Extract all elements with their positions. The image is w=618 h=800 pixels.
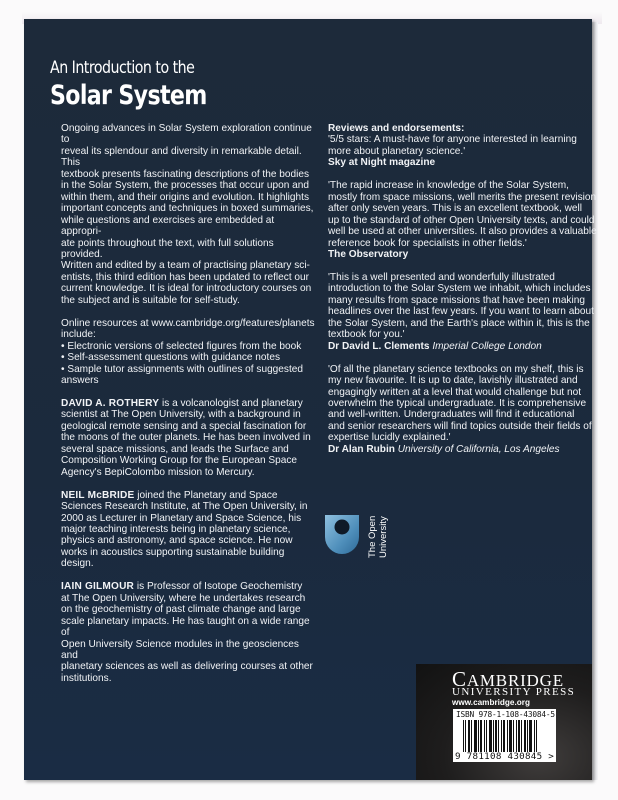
quote-line: '5/5 stars: A must-have for anyone interested in learning: [328, 134, 577, 146]
ou-line-1: The Open: [367, 515, 378, 558]
quote-line: many results from space missions that have been making: [328, 294, 585, 306]
publisher-url: www.cambridge.org: [452, 698, 530, 707]
text-line: the moons of the outer planets. He has been involved in: [61, 432, 311, 444]
text-line: in the Solar System, the processes that occur upon and: [61, 180, 309, 192]
text-line: institutions.: [61, 672, 112, 684]
resource-bullet: • Electronic versions of selected figures from the book: [61, 340, 302, 352]
publisher-subtitle: UNIVERSITY PRESS: [452, 686, 576, 698]
text-line: Written and edited by a team of practising planetary sci-: [61, 260, 310, 272]
review-clements: [328, 272, 598, 352]
text-line: is Professor of Isotope Geochemistry: [134, 581, 303, 593]
text-line: works in acoustics supporting sustainable building design.: [61, 546, 285, 570]
text-line: current knowledge. It is ideal for introductory courses on: [61, 283, 312, 295]
barcode-bars-icon: [463, 720, 541, 752]
online-resources-intro: Online resources at www.cambridge.org/features/planets: [61, 317, 315, 329]
review-source: Dr Alan Rubin: [328, 443, 395, 455]
quote-line: reference book for specialists in other fields.': [328, 237, 527, 249]
text-line: 2000 as Lecturer in Planetary and Space Science, his: [61, 512, 302, 524]
title-line-1: An Introduction to the: [50, 58, 195, 77]
left-column: [61, 123, 315, 684]
quote-line: headlines over the last few years. If you want to learn about: [328, 306, 594, 318]
text-line: joined the Planetary and Space: [134, 489, 278, 501]
online-resources: [61, 318, 315, 387]
review-affiliation: Imperial College London: [429, 340, 542, 352]
quote-line: up to the standard of other Open University texts, and could: [328, 214, 595, 226]
text-line: reveal its splendour and diversity in remarkable detail. This: [61, 145, 302, 169]
text-line: is a volcanologist and planetary: [159, 397, 303, 409]
text-line: scale planetary impacts. He has taught on a wide range of: [61, 615, 310, 639]
author-bio-gilmour: [61, 581, 315, 684]
ou-line-2: University: [378, 516, 389, 558]
text-line: ate points throughout the text, with full solutions provided.: [61, 237, 274, 260]
text-line: important concepts and techniques in boxed summaries,: [61, 203, 314, 215]
open-university-shield-icon: [325, 515, 359, 555]
text-line: Agency's BepiColombo mission to Mercury.: [61, 466, 255, 478]
author-bio-mcbride: [61, 490, 315, 570]
text-line: while questions and exercises are embedded at appropri-: [61, 214, 275, 238]
text-line: the subject and is suitable for self-study.: [61, 294, 240, 306]
text-line: at The Open University, where he undertakes research: [61, 592, 306, 604]
text-line: Ongoing advances in Solar System exploration continue to: [61, 123, 312, 146]
title-line-2: Solar System: [50, 80, 207, 111]
text-line: geological remote sensing and a special fascination for: [61, 420, 307, 432]
description-paragraph: [61, 123, 315, 306]
right-column: [328, 123, 598, 455]
text-line: planetary sciences as well as delivering courses at other: [61, 661, 313, 673]
text-line: within them, and their origins and evolution. It highlights: [61, 191, 310, 203]
text-line: Sciences Research Institute, at The Open University, in: [61, 501, 308, 513]
quote-line: after only seven years. This is an excellent textbook, well: [328, 203, 582, 215]
quote-line: more about planetary science.': [328, 145, 466, 157]
text-line: Open University Science modules in the geosciences and: [61, 638, 299, 662]
author-bio-rothery: [61, 398, 315, 478]
quote-line: 'Of all the planetary science textbooks on my shelf, this is: [328, 363, 584, 375]
author-name: DAVID A. ROTHERY: [61, 397, 160, 409]
text-line: textbook presents fascinating descriptions of the bodies: [61, 168, 310, 180]
review-source: Sky at Night magazine: [328, 157, 436, 169]
online-resources-intro-cont: include:: [61, 329, 96, 341]
reviews-heading: Reviews and endorsements:: [328, 123, 465, 134]
isbn-label: ISBN 978-1-108-43084-5: [456, 710, 555, 719]
text-line: on the geochemistry of past climate change and large: [61, 604, 301, 616]
quote-line: engagingly written at a level that would challenge but not: [328, 386, 582, 398]
review-observatory: [328, 180, 598, 260]
quote-line: and senior researchers will find topics outside their fields of: [328, 420, 592, 432]
review-sky-at-night: [328, 134, 598, 168]
quote-line: textbook for you.': [328, 329, 405, 341]
quote-line: 'This is a well presented and wonderfully illustrated: [328, 271, 555, 283]
review-affiliation: University of California, Los Angeles: [394, 443, 560, 455]
isbn-barcode: [453, 709, 556, 762]
review-source: Dr David L. Clements: [328, 340, 430, 352]
quote-line: introduction to the Solar System we inhabit, which includes: [328, 283, 591, 295]
quote-line: and well-written. Undergraduates will find it educational: [328, 409, 575, 421]
text-line: Composition Working Group for the European Space: [61, 455, 298, 467]
open-university-wordmark: [367, 516, 389, 558]
quote-line: expertise lucidly explained.': [328, 432, 451, 444]
text-line: major teaching interests being in planetary science,: [61, 524, 291, 535]
quote-line: overwhelm the typical undergraduate. It is comprehensive: [328, 398, 587, 410]
text-line: physics and astronomy, and space science. He now: [61, 535, 293, 547]
resource-bullet: • Sample tutor assignments with outlines of suggested: [61, 363, 303, 375]
quote-line: the Solar System, and the Earth's place within it, this is the: [328, 317, 590, 329]
text-line: entists, this third edition has been updated to reflect our: [61, 271, 310, 283]
text-line: several space missions, and leads the Surface and: [61, 443, 289, 455]
quote-line: mostly from space missions, well merits the present revision: [328, 191, 597, 203]
author-name: IAIN GILMOUR: [61, 581, 135, 593]
quote-line: 'The rapid increase in knowledge of the Solar System,: [328, 180, 569, 192]
barcode-digits: 9 781108 430845 >: [455, 751, 555, 762]
text-line: scientist at The Open University, with a background in: [61, 409, 301, 421]
review-source: The Observatory: [328, 249, 409, 261]
resource-bullet: • Self-assessment questions with guidance notes: [61, 352, 280, 364]
review-rubin: [328, 364, 598, 456]
quote-line: well be used at other universities. It also provides a valuable: [328, 226, 597, 238]
publisher-name: CAMBRIDGE: [452, 667, 564, 691]
resource-bullet-cont: answers: [61, 375, 99, 387]
quote-line: my new favourite. It is up to date, lavishly illustrated and: [328, 375, 578, 387]
author-name: NEIL McBRIDE: [61, 489, 135, 501]
